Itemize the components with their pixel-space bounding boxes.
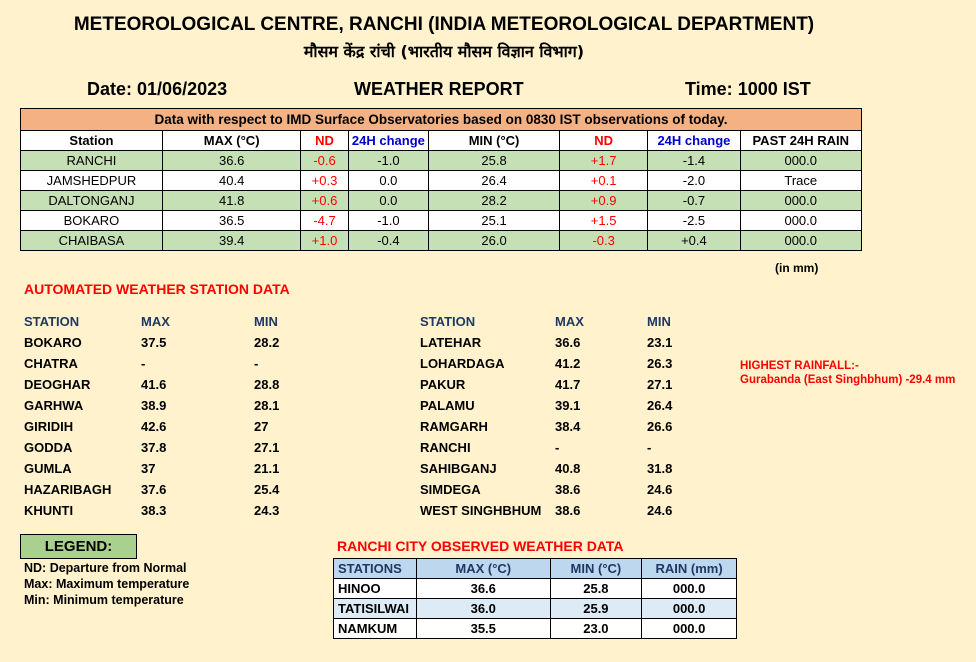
col-city-min: MIN (°C) <box>550 559 642 579</box>
date-value: 01/06/2023 <box>137 79 228 99</box>
col-max-24h-change: 24H change <box>348 131 429 151</box>
station-name: BOKARO <box>21 211 163 231</box>
rain: Trace <box>740 171 862 191</box>
time-block <box>685 79 811 100</box>
aws-station-name: HAZARIBAGH <box>24 482 112 497</box>
col-max: MAX (°C) <box>162 131 301 151</box>
aws-station-name: GODDA <box>24 440 73 455</box>
col-min-24h-change: 24H change <box>648 131 740 151</box>
table-row <box>21 211 862 231</box>
aws-station-name: GUMLA <box>24 461 72 476</box>
rain: 000.0 <box>740 231 862 251</box>
city-station-name: TATISILWAI <box>334 599 417 619</box>
aws-max: 37.8 <box>141 440 167 455</box>
aws-min: 31.8 <box>647 461 673 476</box>
city-station-name: HINOO <box>334 579 417 599</box>
max-24h-change: 0.0 <box>348 171 429 191</box>
aws-station-name: PALAMU <box>420 398 475 413</box>
table-row <box>21 191 862 211</box>
aws-min: 26.6 <box>647 419 673 434</box>
city-rain: 000.0 <box>642 579 737 599</box>
min-nd: +0.9 <box>559 191 647 211</box>
aws-station-name: RAMGARH <box>420 419 488 434</box>
min-nd: +1.5 <box>559 211 647 231</box>
max-24h-change: -1.0 <box>348 151 429 171</box>
min-temp: 26.0 <box>429 231 560 251</box>
station-name: CHAIBASA <box>21 231 163 251</box>
page-title: METEOROLOGICAL CENTRE, RANCHI (INDIA METEOROLOGICAL DEPARTMENT) <box>73 14 815 35</box>
table-row <box>334 619 737 639</box>
aws-right-col-station: STATION <box>420 314 476 329</box>
city-header-row <box>334 559 737 579</box>
max-24h-change: -1.0 <box>348 211 429 231</box>
min-nd: +0.1 <box>559 171 647 191</box>
aws-min: - <box>647 440 652 455</box>
aws-min: 23.1 <box>647 335 673 350</box>
city-weather-table <box>333 558 737 639</box>
aws-min: 21.1 <box>254 461 280 476</box>
aws-min: 28.2 <box>254 335 280 350</box>
aws-station-name: SIMDEGA <box>420 482 481 497</box>
legend-item-nd: ND: Departure from Normal <box>24 561 187 575</box>
min-temp: 26.4 <box>429 171 560 191</box>
aws-station-name: KHUNTI <box>24 503 74 518</box>
table-row <box>21 171 862 191</box>
aws-min: - <box>254 356 259 371</box>
aws-max: 38.6 <box>555 503 581 518</box>
max-nd: -0.6 <box>301 151 348 171</box>
max-temp: 36.6 <box>162 151 301 171</box>
aws-station-name: WEST SINGHBHUM <box>420 503 542 518</box>
surface-header-row <box>21 131 862 151</box>
aws-min: 28.1 <box>254 398 280 413</box>
legend-title: LEGEND: <box>20 534 137 559</box>
aws-max: 41.7 <box>555 377 581 392</box>
table-row <box>334 579 737 599</box>
min-24h-change: -2.0 <box>648 171 740 191</box>
time-value: 1000 IST <box>737 79 811 99</box>
aws-station-name: DEOGHAR <box>24 377 91 392</box>
aws-max: 38.9 <box>141 398 167 413</box>
aws-station-name: GARHWA <box>24 398 84 413</box>
col-station: Station <box>21 131 163 151</box>
city-min: 25.9 <box>550 599 642 619</box>
legend-item-max: Max: Maximum temperature <box>24 577 190 591</box>
aws-section-title: AUTOMATED WEATHER STATION DATA <box>24 281 290 297</box>
highest-rainfall-label: HIGHEST RAINFALL:- <box>740 360 859 372</box>
aws-right-col-min: MIN <box>647 314 671 329</box>
date-label: Date: <box>87 79 133 99</box>
aws-station-name: CHATRA <box>24 356 78 371</box>
min-24h-change: +0.4 <box>648 231 740 251</box>
max-nd: -4.7 <box>301 211 348 231</box>
aws-max: - <box>555 440 560 455</box>
report-title: WEATHER REPORT <box>354 79 524 99</box>
aws-station-name: LOHARDAGA <box>420 356 505 371</box>
surface-banner: Data with respect to IMD Surface Observatories based on 0830 IST observations of today. <box>21 109 862 131</box>
aws-min: 24.6 <box>647 482 673 497</box>
max-nd: +1.0 <box>301 231 348 251</box>
rain: 000.0 <box>740 211 862 231</box>
page-subtitle-hindi: मौसम केंद्र रांची (भारतीय मौसम विज्ञान विभाग) <box>303 42 585 61</box>
aws-max: 38.6 <box>555 482 581 497</box>
col-stations: STATIONS <box>334 559 417 579</box>
min-temp: 28.2 <box>429 191 560 211</box>
table-row <box>21 231 862 251</box>
aws-min: 24.3 <box>254 503 280 518</box>
aws-max: 36.6 <box>555 335 581 350</box>
aws-left-col-min: MIN <box>254 314 278 329</box>
rain: 000.0 <box>740 151 862 171</box>
aws-min: 25.4 <box>254 482 280 497</box>
aws-max: 37 <box>141 461 156 476</box>
city-station-name: NAMKUM <box>334 619 417 639</box>
surface-observatories-table <box>20 108 862 251</box>
city-rain: 000.0 <box>642 599 737 619</box>
aws-left-col-max: MAX <box>141 314 170 329</box>
station-name: JAMSHEDPUR <box>21 171 163 191</box>
aws-max: 39.1 <box>555 398 581 413</box>
aws-max: 42.6 <box>141 419 167 434</box>
rain-unit-note: (in mm) <box>775 261 819 275</box>
aws-max: 41.6 <box>141 377 167 392</box>
min-24h-change: -2.5 <box>648 211 740 231</box>
col-city-max: MAX (°C) <box>416 559 550 579</box>
col-past-24h-rain: PAST 24H RAIN <box>740 131 862 151</box>
aws-min: 28.8 <box>254 377 280 392</box>
city-max: 36.0 <box>416 599 550 619</box>
max-nd: +0.6 <box>301 191 348 211</box>
aws-right-col-max: MAX <box>555 314 584 329</box>
table-row <box>334 599 737 619</box>
min-nd: -0.3 <box>559 231 647 251</box>
aws-min: 27.1 <box>254 440 280 455</box>
col-city-rain: RAIN (mm) <box>642 559 737 579</box>
max-nd: +0.3 <box>301 171 348 191</box>
max-24h-change: -0.4 <box>348 231 429 251</box>
aws-station-name: PAKUR <box>420 377 466 392</box>
city-min: 23.0 <box>550 619 642 639</box>
city-max: 35.5 <box>416 619 550 639</box>
min-nd: +1.7 <box>559 151 647 171</box>
aws-max: 37.6 <box>141 482 167 497</box>
max-temp: 36.5 <box>162 211 301 231</box>
aws-station-name: LATEHAR <box>420 335 482 350</box>
station-name: RANCHI <box>21 151 163 171</box>
station-name: DALTONGANJ <box>21 191 163 211</box>
date-block <box>87 79 227 100</box>
min-temp: 25.8 <box>429 151 560 171</box>
city-min: 25.8 <box>550 579 642 599</box>
aws-max: 38.4 <box>555 419 581 434</box>
aws-station-name: BOKARO <box>24 335 82 350</box>
min-24h-change: -0.7 <box>648 191 740 211</box>
max-temp: 40.4 <box>162 171 301 191</box>
aws-station-name: SAHIBGANJ <box>420 461 497 476</box>
aws-max: 40.8 <box>555 461 581 476</box>
legend-item-min: Min: Minimum temperature <box>24 593 184 607</box>
max-temp: 39.4 <box>162 231 301 251</box>
col-max-nd: ND <box>301 131 348 151</box>
aws-min: 26.4 <box>647 398 673 413</box>
aws-max: 41.2 <box>555 356 581 371</box>
aws-max: 37.5 <box>141 335 167 350</box>
col-min: MIN (°C) <box>429 131 560 151</box>
aws-left-col-station: STATION <box>24 314 80 329</box>
aws-max: - <box>141 356 146 371</box>
aws-station-name: GIRIDIH <box>24 419 74 434</box>
min-24h-change: -1.4 <box>648 151 740 171</box>
aws-min: 26.3 <box>647 356 673 371</box>
city-max: 36.6 <box>416 579 550 599</box>
col-min-nd: ND <box>559 131 647 151</box>
aws-min: 24.6 <box>647 503 673 518</box>
rain: 000.0 <box>740 191 862 211</box>
table-row <box>21 151 862 171</box>
aws-max: 38.3 <box>141 503 167 518</box>
min-temp: 25.1 <box>429 211 560 231</box>
aws-min: 27 <box>254 419 269 434</box>
max-temp: 41.8 <box>162 191 301 211</box>
max-24h-change: 0.0 <box>348 191 429 211</box>
highest-rainfall-value: Gurabanda (East Singhbhum) -29.4 mm <box>740 374 956 386</box>
aws-station-name: RANCHI <box>420 440 471 455</box>
aws-min: 27.1 <box>647 377 673 392</box>
time-label: Time: <box>685 79 733 99</box>
city-rain: 000.0 <box>642 619 737 639</box>
city-section-title: RANCHI CITY OBSERVED WEATHER DATA <box>337 538 624 554</box>
